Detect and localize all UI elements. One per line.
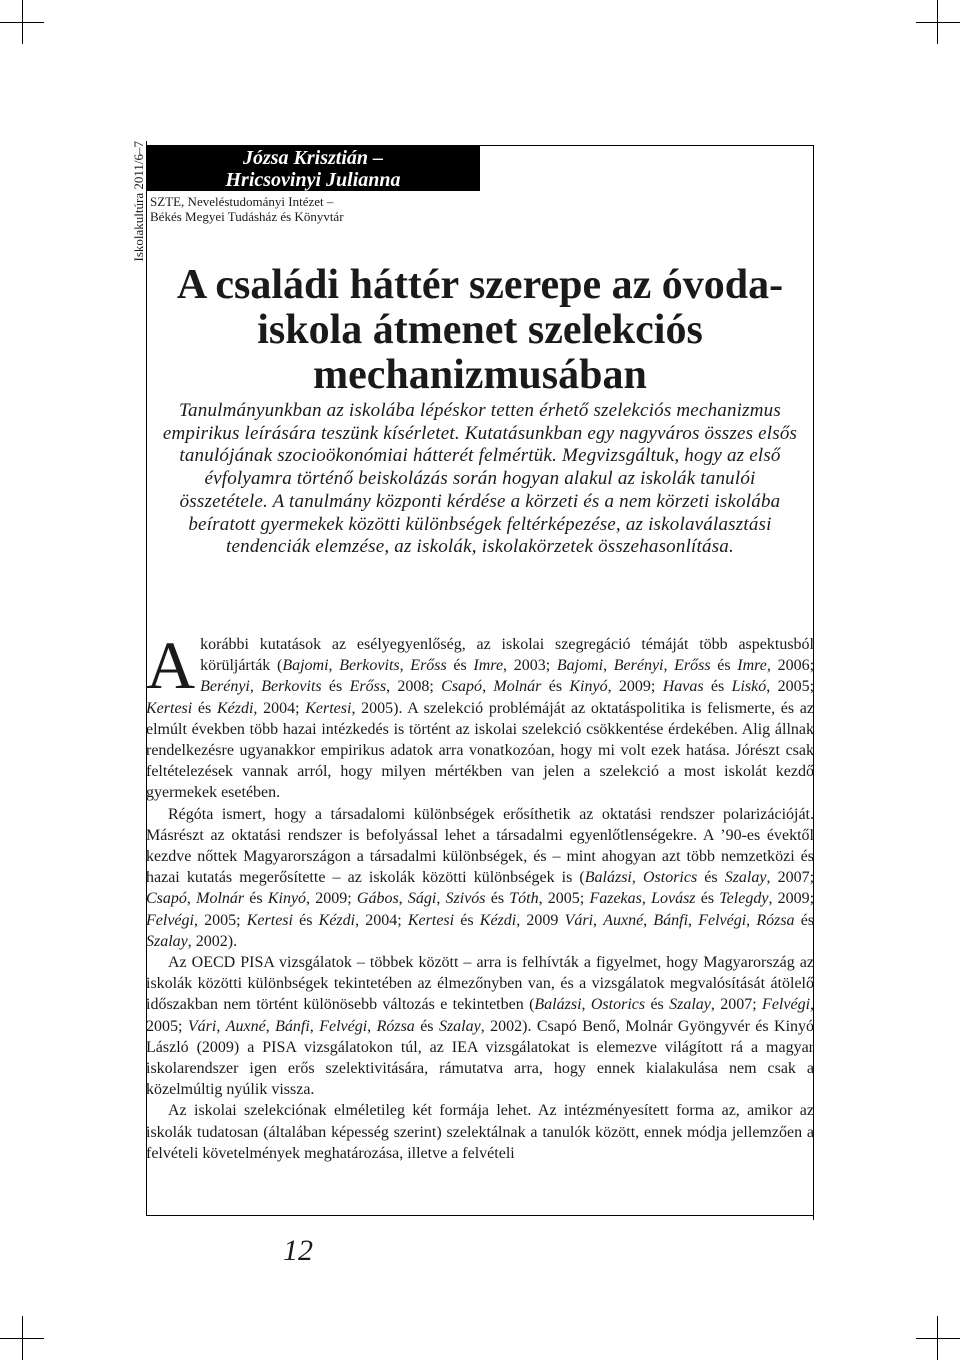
text-run: , xyxy=(399,657,411,675)
citation-author: Tóth xyxy=(509,890,539,908)
citation-author: Erőss xyxy=(674,657,711,675)
text-run: , 2004; xyxy=(355,911,408,929)
citation-author: Kézdi xyxy=(318,911,356,929)
text-run: , 2008; xyxy=(386,678,442,696)
citation-author: Szalay xyxy=(146,932,188,950)
paragraph-1-text xyxy=(146,627,815,802)
citation-author: Csapó xyxy=(441,678,483,696)
paragraph-3-text xyxy=(146,954,814,1098)
citation-author: Kertesi xyxy=(246,911,293,929)
citation-author: Kézdi xyxy=(479,911,517,929)
text-run: , xyxy=(593,911,604,929)
journal-spine-text: Iskolakultúra 2011/6–7 xyxy=(131,141,146,262)
author-box xyxy=(146,145,480,191)
text-run: , 2003; xyxy=(503,657,557,675)
crop-mark-bottom-right-v xyxy=(937,1316,938,1360)
text-run: , xyxy=(603,657,614,675)
text-run: , xyxy=(643,911,654,929)
text-run: , 2009 xyxy=(516,911,565,929)
citation-author: Csapó xyxy=(146,890,187,908)
journal-spine-label xyxy=(131,141,145,281)
text-run: és xyxy=(697,869,725,887)
citation-author: Ostorics xyxy=(642,869,698,887)
title-line-1: A családi háttér szerepe az óvoda- xyxy=(176,262,784,308)
citation-author: Rózsa xyxy=(756,911,795,929)
citation-author: Berkovits xyxy=(261,678,322,696)
citation-author: Szalay xyxy=(438,1017,481,1035)
body-paragraph-3 xyxy=(146,952,814,1100)
text-run: és xyxy=(645,996,670,1014)
text-run: , 2005; xyxy=(146,996,815,1035)
text-run: , 2007; xyxy=(766,869,815,887)
article-title xyxy=(146,263,814,398)
citation-author: Balázsi xyxy=(534,996,582,1014)
citation-author: Balázsi xyxy=(584,869,632,887)
text-run: és xyxy=(703,678,732,696)
text-run: , 2005; xyxy=(193,911,247,929)
text-run: , xyxy=(398,890,408,908)
citation-author: Auxné xyxy=(225,1017,266,1035)
text-run: , xyxy=(328,657,340,675)
article-body xyxy=(146,627,815,1164)
text-run: és xyxy=(414,1017,439,1035)
text-run: , xyxy=(663,657,675,675)
text-run: , xyxy=(641,890,652,908)
title-line-3: mechanizmusában xyxy=(313,352,647,398)
text-run: , 2006; xyxy=(766,657,815,675)
citation-author: Telegdy xyxy=(719,890,769,908)
text-run: , xyxy=(216,1017,226,1035)
text-run: és xyxy=(292,911,319,929)
crop-mark-bottom-right-h xyxy=(916,1338,960,1339)
text-run: , xyxy=(367,1017,377,1035)
paragraph-2-text xyxy=(146,806,814,950)
text-run: és xyxy=(244,890,268,908)
citation-author: Imre xyxy=(737,657,767,675)
text-run: korábbi kutatások az esélyegyenlőség, az iskolai szegregáció témáját több aspektusból körüljárták ( xyxy=(200,636,814,675)
text-run: , xyxy=(309,1017,320,1035)
citation-author: Liskó xyxy=(731,678,767,696)
author-line-1: Józsa Krisztián – xyxy=(242,147,384,169)
citation-author: Auxné xyxy=(603,911,644,929)
title-line-2: iskola átmenet szelekciós xyxy=(257,307,703,353)
citation-author: Erőss xyxy=(349,678,387,696)
citation-author: Szalay xyxy=(724,869,767,887)
affiliation-line-1: SZTE, Neveléstudományi Intézet – xyxy=(150,194,334,209)
citation-author: Vári xyxy=(187,1017,217,1035)
citation-author: Bánfi xyxy=(653,911,689,929)
page-number: 12 xyxy=(283,1234,313,1267)
citation-author: Erőss xyxy=(410,657,447,675)
text-run: , 2007; xyxy=(710,996,763,1014)
text-run: , xyxy=(249,678,262,696)
crop-mark-bottom-left-v xyxy=(22,1316,23,1360)
text-run: , 2005; xyxy=(766,678,815,696)
citation-author: Berkovits xyxy=(339,657,400,675)
citation-author: Rózsa xyxy=(376,1017,415,1035)
text-run: és xyxy=(485,890,510,908)
text-run: , xyxy=(436,890,446,908)
citation-author: Gábos xyxy=(356,890,399,908)
text-run: , xyxy=(265,1017,276,1035)
citation-author: Molnár xyxy=(196,890,245,908)
text-run: és xyxy=(454,911,480,929)
crop-mark-top-left-v xyxy=(22,0,23,44)
text-run: és xyxy=(192,699,217,717)
citation-author: Imre xyxy=(473,657,504,675)
abstract: Tanulmányunkban az iskolába lépéskor tetten érhető szelekciós mechanizmus empirikus leírására teszünk kísérletet. Kutatásunkban egy nagyváros összes elsős tanulójának szocioökonómiai hátterét felmértük. Megvizsgáltuk, hogy az első évfolyamra történő beiskolázás során hogyan alakul az iskolák tanulói összetétele. A tanulmány központi kérdése a körzeti és a nem körzeti iskolába beíratott gyermekek közötti különbségek feltérképezése, az iskolaválasztási tendenciák elemzése, az iskolák, iskolakörzetek összehasonlítása. xyxy=(162,400,798,558)
text-run: és xyxy=(794,911,815,929)
affiliations xyxy=(150,194,344,224)
text-run: , 2005; xyxy=(538,890,590,908)
text-run: , xyxy=(482,678,494,696)
citation-author: Felvégi xyxy=(146,911,194,929)
citation-author: Felvégi xyxy=(698,911,747,929)
citation-author: Kertesi xyxy=(146,699,193,717)
body-paragraph-4: Az iskolai szelekciónak elméletileg két formája lehet. Az intézményesített forma az, amikor az iskolák tudatosan (általában képesség szerint) szelektálnak a tanulók között, ennek módja jellemzően a felvételi követelmények meghatározása, illetve a felvételi xyxy=(146,1102,814,1162)
top-rule xyxy=(478,145,814,146)
citation-author: Ostorics xyxy=(590,996,646,1014)
text-run: , xyxy=(631,869,643,887)
text-run: , xyxy=(688,911,699,929)
text-run: és xyxy=(695,890,720,908)
citation-author: Felvégi xyxy=(762,996,811,1014)
text-run: Régóta ismert, hogy a társadalomi különbségek erősíthetik az oktatási rendszer polarizációját. Másrészt az oktatási rendszer is befolyással lehet a társadalmi egyenlőtlenségekre. A ’90-es évektől kezdve nőttek Magyarországon a társadalmi különbségek, és – mint ahogyan azt több nemzetközi és hazai kutatás megerősítette – az iskolák közötti különbségek is ( xyxy=(146,805,814,887)
drop-cap: A xyxy=(146,627,196,703)
text-run: , 2004; xyxy=(253,699,306,717)
crop-mark-top-right-v xyxy=(937,0,938,44)
citation-author: Kertesi xyxy=(407,911,455,929)
bottom-rule xyxy=(146,1215,814,1216)
text-run: , 2005). A szelekció problémáját az oktatáspolitika is felismerte, és az elmúlt években több hazai intézkedés is történt az iskolai szelekció csökkentése érdekében. Alig állnak rendelkezésre ugyanakkor empirikus adatok arra vonatkozóan, hogy mi volt ezek hatása. Jórészt csak feltételezések vannak arról, hogy milyen mértékben van jelen a szelekció a most iskolát kezdő gyermekek esetében. xyxy=(146,699,815,802)
text-run: és xyxy=(710,657,738,675)
affiliation-line-2: Békés Megyei Tudásház és Könyvtár xyxy=(150,209,344,224)
text-run: , 2009; xyxy=(607,678,663,696)
citation-author: Kézdi xyxy=(216,699,254,717)
body-paragraph-2 xyxy=(146,804,814,952)
text-run: és xyxy=(446,657,474,675)
text-run: , 2002). Csapó Benő, Molnár Gyöngyvér és Kinyó László (2009) a PISA vizsgálatokon túl, az IEA vizsgálatokat is elemezve világított rá a magyar iskolarendszer igen erős szelektivitására, rámutatva arra, hogy ennek kialakulása nem csak a közelmúltig nyúlik vissza. xyxy=(146,1017,815,1099)
citation-author: Fazekas xyxy=(589,890,642,908)
text-run: és xyxy=(321,678,350,696)
text-run: , 2009; xyxy=(306,890,357,908)
citation-author: Lovász xyxy=(651,890,696,908)
text-run: , xyxy=(581,996,591,1014)
text-run: , 2002). xyxy=(187,932,238,950)
citation-author: Szivós xyxy=(445,890,486,908)
citation-author: Havas xyxy=(662,678,704,696)
citation-author: Berényi xyxy=(613,657,664,675)
citation-author: Szalay xyxy=(669,996,711,1014)
citation-author: Molnár xyxy=(493,678,542,696)
citation-author: Bajomi xyxy=(282,657,329,675)
text-run: , xyxy=(186,890,197,908)
body-paragraph-1 xyxy=(146,627,815,804)
author-line-2: Hricsovinyi Julianna xyxy=(225,169,401,191)
citation-author: Sági xyxy=(407,890,437,908)
text-run: és xyxy=(541,678,570,696)
citation-author: Kinyó xyxy=(569,678,608,696)
crop-mark-top-right-h xyxy=(916,22,960,23)
citation-author: Berényi xyxy=(200,678,250,696)
citation-author: Bajomi xyxy=(556,657,604,675)
text-run: , xyxy=(746,911,757,929)
citation-author: Vári xyxy=(564,911,594,929)
citation-author: Kertesi xyxy=(305,699,352,717)
citation-author: Bánfi xyxy=(275,1017,310,1035)
text-run: , 2009; xyxy=(768,890,815,908)
citation-author: Felvégi xyxy=(319,1017,368,1035)
text-run: Az OECD PISA vizsgálatok – többek között – arra is felhívták a figyelmet, hogy Magyarország az iskolák közötti különbségek tekintetében az élmezőnyben van, és a vizsgálatok megvalósítását átölelő időszakban nem történt különösebb változás e tekintetben ( xyxy=(146,954,814,1014)
citation-author: Kinyó xyxy=(267,890,307,908)
